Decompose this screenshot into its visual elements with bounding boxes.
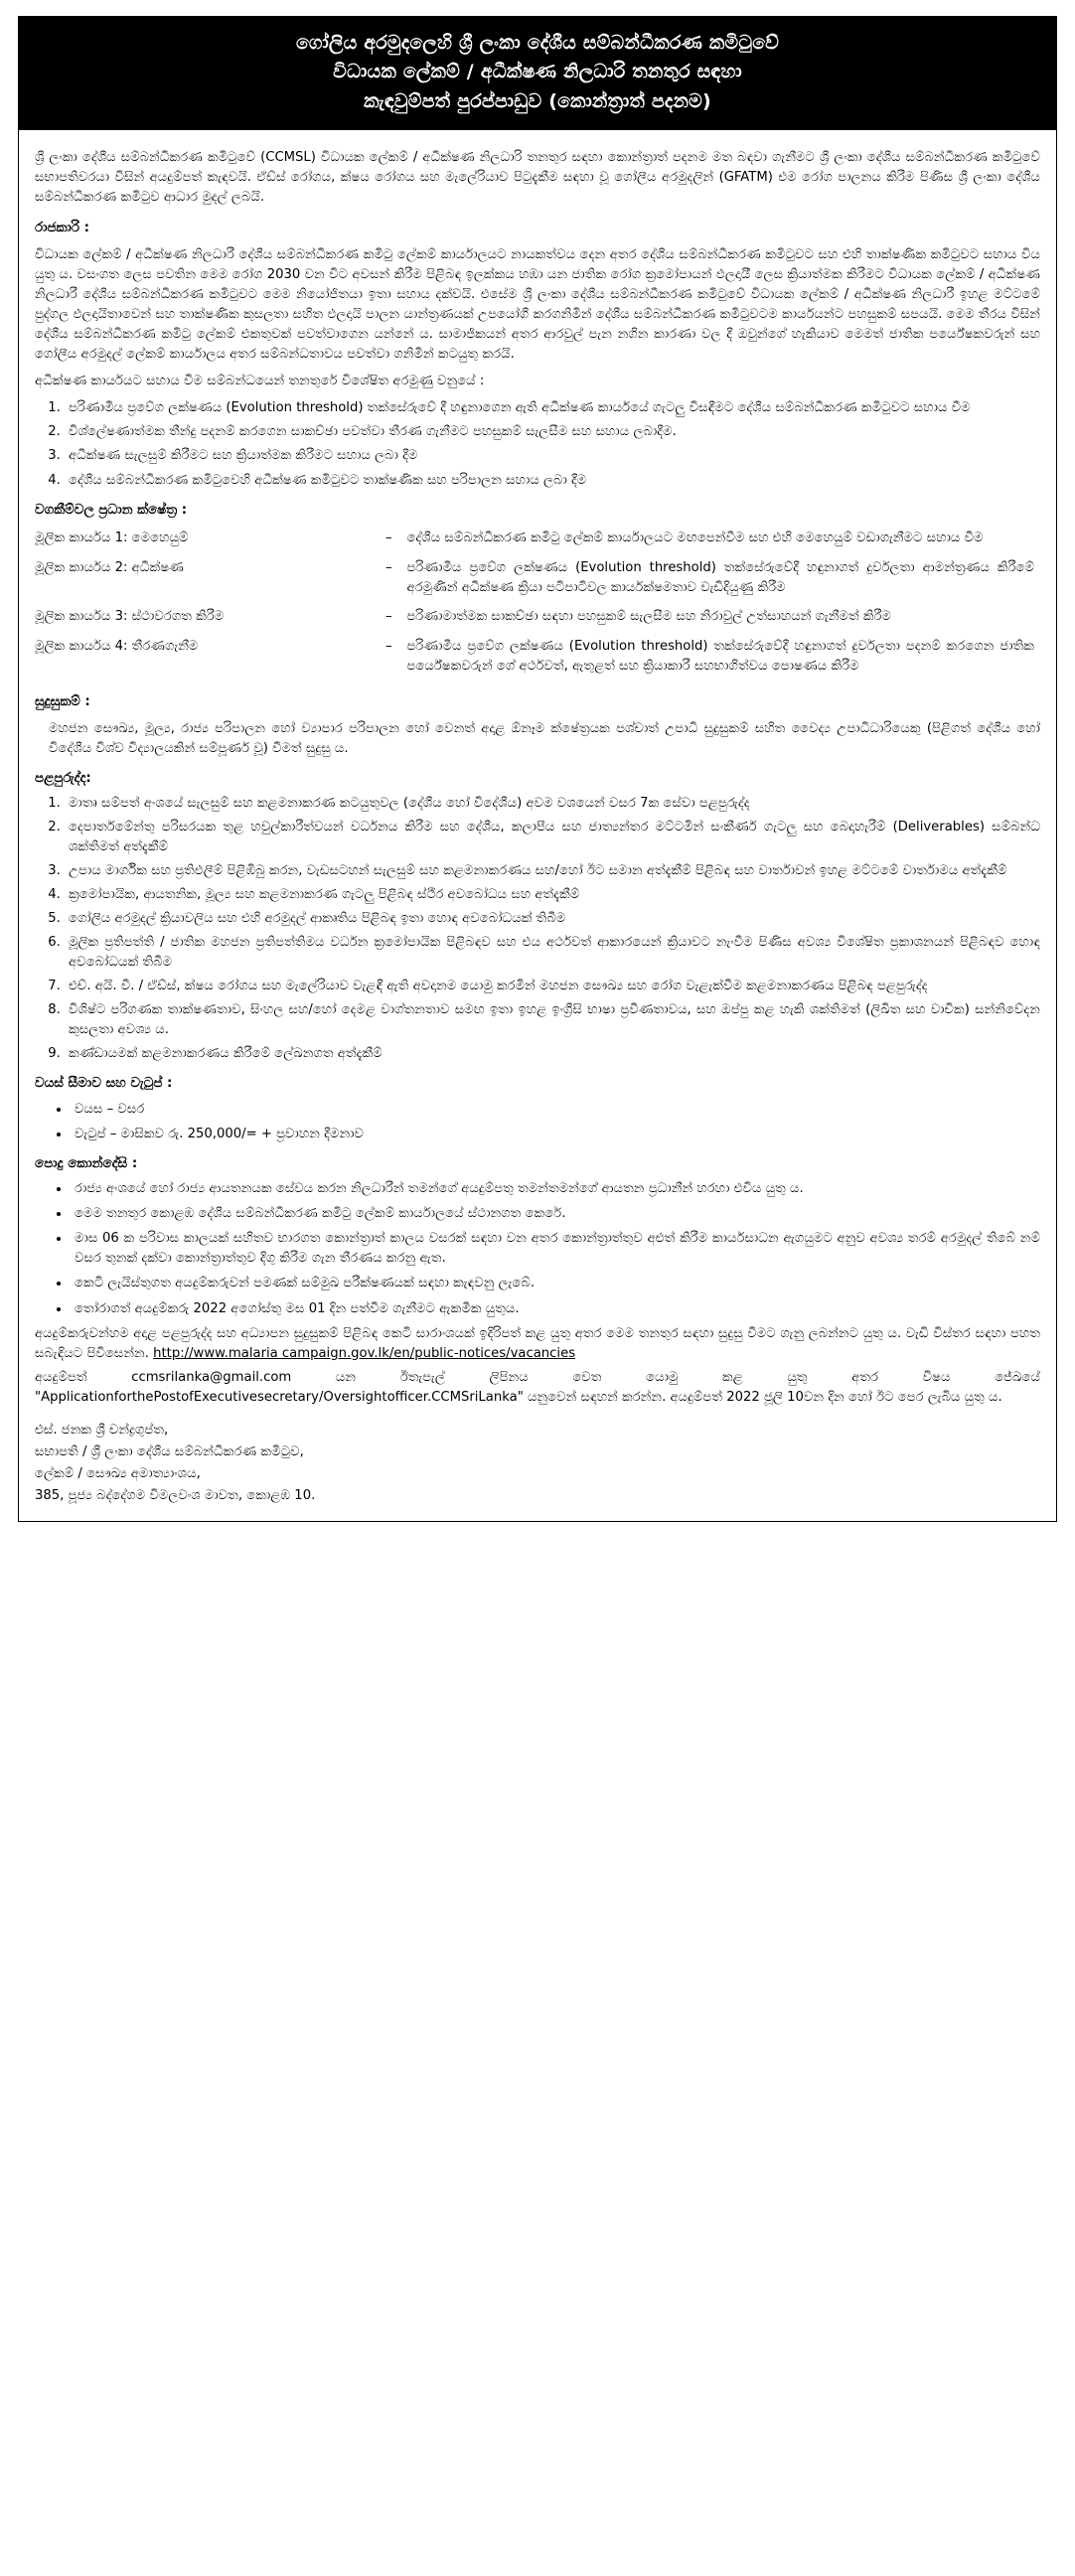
table-row [35, 633, 1040, 682]
general-conditions-heading: පොදු කොන්දේසි : [35, 1155, 138, 1171]
age-salary-item: • වැටුප් – මාසිකව රු. 250,000/= + ප්‍රවාහන දීමනාව [71, 1125, 1040, 1144]
general-conditions-list [35, 1179, 1040, 1318]
experience-heading: පළපුරුද්ද: [35, 771, 91, 787]
notice-frame [18, 16, 1057, 1522]
age-salary-heading: වයස් සීමාව සහ වැටුප් : [35, 1076, 173, 1092]
kra-label: මූලික කාර්යය 3: ස්ථාවරගත කිරීම [35, 609, 225, 625]
table-row [35, 603, 1040, 633]
vacancies-link[interactable]: http://www.malaria campaign.gov.lk/en/public-notices/vacancies [153, 1345, 576, 1361]
kra-dash: – [384, 609, 392, 625]
experience-list-item: 7. එච්. අයි. වී. / ඒඩ්ස්, ක්ෂය රෝගය සහ මැලේරියාව වැළඳී ඇති අවදානම යොමු කරමින් මහජන සෞඛ්‍ය සහ රෝග වැළැක්වීම කළමනාකරණය පිළිබඳ පළපුරුද්ද [65, 977, 1040, 996]
experience-list-item: 1. මාතෘ සම්පත් අංශයේ සැලසුම් සහ කළමනාකරණ කටයුතුවල (දේශීය හෝ විදේශීය) අවම වශයෙන් වසර 7ක සේවා පළපුරුද්ද [65, 794, 1040, 814]
signatory-title: සභාපති / ශ්‍රී ලංකා දේශීය සම්බන්ධීකරණ කමිටුව, [35, 1443, 304, 1459]
duties-paragraph-2: අධීක්ෂණ කාර්යයට සහාය වීම සම්බන්ධයෙන් තනතුරේ විශේෂිත අරමුණු වනුයේ : [35, 374, 485, 389]
kra-dash: – [384, 530, 392, 545]
age-salary-list [35, 1100, 1040, 1144]
general-conditions-item: • තෝරාගත් අයදුම්කරු 2022 අගෝස්තු මස 01 දින පත්වීම ගැනීමට ඇකමීක යුතුය. [71, 1299, 1040, 1319]
age-salary-item: • වයස – වසර [71, 1100, 1040, 1120]
general-conditions-item: • රාජ්‍ය අංශයේ හෝ රාජ්‍ය ආයතනයක සේවය කරන නිලධාරීන් තමන්ගේ අයදුම්පතු තමන්තමන්ගේ ආයතන ප්‍රධානීන් හරහා එවිය යුතු ය. [71, 1179, 1040, 1199]
header-line-1: ගෝලිය අරමුදලෙහි ශ්‍රී ලංකා දේශීය සම්බන්ධීකරණ කමිටුවේ [295, 32, 780, 54]
duties-list-item: 2. විශ්ලේෂණාත්මක තීන්දු පදනම් කරගෙන සාකච්ඡා පවත්වා තීරණ ගැනීමට පහසුකම් සැලසීම සහ සහාය ලබාදීම. [65, 422, 1040, 442]
notice-header [19, 17, 1056, 130]
table-row [35, 525, 1040, 554]
kra-heading: වගකීම්වල ප්‍රධාන ක්ෂේත්‍ර : [35, 502, 188, 518]
experience-list-item: 2. දෙපාර්තමේන්තු පරිසරයක තුළ හවුල්කාරීත්වයන් වර්ධනය කිරීම සහ දේශීය, කලාපීය සහ ජාත්‍යන්තර මට්ටමින් සංකීර්ණ ගැටලු සහ බෙදාහැරීම් (Deliverables) සම්බන්ධ ශක්තිමත් අත්දැකීම් [65, 818, 1040, 857]
experience-list [35, 794, 1040, 1065]
signature-block [35, 1420, 1040, 1507]
kra-description: පරිණාමීය ප්‍රවේග ලක්ෂණය (Evolution threshold) තක්සේරුවේදී හඳුනාගත් දුර්වලතා ආමන්ත්‍රණය කිරීමේ අරමුණින් අධීක්ෂණ ක්‍රියා පටිපාටිවල කාර්යක්ෂමතාව වැඩිදියුණු කිරීම [406, 559, 1034, 595]
duties-list [35, 398, 1040, 490]
experience-list-item: 8. විශිෂ්ට පරිගණක තාක්ෂණතාව, සිංහල සහ/හෝ දෙමළ වාග්තනතාව සමඟ ඉතා ඉහළ ඉංග්‍රීසි භාෂා ප්‍රවීණතාවය, සහ ඔප්පු කළ හැකි ශක්තිමත් (ලිඛිත සහ වාචික) සන්නිවේදන කුසලතා අවශ්‍ය ය. [65, 1000, 1040, 1040]
table-row [35, 554, 1040, 604]
duties-heading: රාජකාරි : [35, 220, 89, 235]
signatory-address: 385, පූජ්‍ය බද්දේගම විමලවංශ මාවත, කොළඹ 10. [35, 1488, 316, 1504]
duties-list-item: 1. පරිණාමීය ප්‍රවේග ලක්ෂණය (Evolution threshold) තක්සේරුවේ දී හඳුනාගෙන ඇති අධීක්ෂණ කාර්යයේ ගැටලු විසඳීමට දේශීය සම්බන්ධීකරණ කමිටුවට සහාය වීම [65, 398, 1040, 418]
experience-list-item: 6. මූලික ප්‍රතිපත්ති / ජාතික මහජන ප්‍රතිපත්තිමය වර්ධන ක්‍රමෝපායික පිළිබඳව සහ එය අර්ථවත් ආකාරයෙන් ක්‍රියාවට නැංවීම පිණිස අවශ්‍ය විශේෂිත ප්‍රකාශනයන් පිළිබඳව හොඳ අවබෝධයක් තිබීම [65, 933, 1040, 973]
duties-list-item: 4. දේශීය සම්බන්ධීකරණ කමිටුවෙහි අධීක්ෂණ කමිටුවට තාක්ෂණික සහ පරිපාලන සහාය ලබා දීම [65, 471, 1040, 491]
notice-body [19, 130, 1056, 1506]
header-line-3: කැඳවුම්පත් පුරප්පාඩුව (කොන්ත්‍රාත් පදනම) [364, 89, 711, 112]
kra-label: මූලික කාර්යය 2: අධීක්ෂණ [35, 559, 184, 575]
header-line-2: විධායක ලේකම් / අධීක්ෂණ නිලධාරි තනතුර සඳහා [333, 61, 742, 83]
how-to-apply-text: අයදුම්කරුවන්හම අදාළ පළපුරුද්ද සහ අධ්‍යාපන සුදුසුකම් පිළිබඳ කෙටි සාරාංශයක් ඉදිරිපත් කළ යුතු අතර මෙම තනතුර සඳහා සුදුසු වීමට ගැනු ලබන්නට යුතු ය. වැඩි විස්තර සඳහා පහත සබැඳියට පිවිසෙන්න. [35, 1325, 1040, 1361]
kra-label: මූලික කාර්යය 4: තීරණගැනීම [35, 639, 199, 655]
kra-table [35, 525, 1040, 682]
intro-paragraph: ශ්‍රී ලංකා දේශීය සම්බන්ධීකරණ කමිටුවේ (CCMSL) විධායක ලේකම් / අධීක්ෂණ නිලධාරි තනතුර සඳහා කොන්ත්‍රාත් පදනම මත බඳවා ගැනීමට ශ්‍රී ලංකා දේශීය සම්බන්ධීකරණ කමිටුවේ සභාපතිවරයා විසින් අයදුම්පත් කැඳවයි. ඒඩ්ස් රෝගය, ක්ෂය රෝගය සහ මැලේරියාව පිටුදැකීම සඳහා වූ ගෝලීය අරමුදලින් (GFATM) එම රෝග පාලනය කිරීම පිණිස ශ්‍රී ලංකා දේශීය සම්බන්ධීකරණ කමිටුව ආධාර මුදල් ලබයි. [35, 150, 1040, 206]
general-conditions-item: • මාස 06 ක පරිවාස කාලයක් සහිතව භාරගත කොන්ත්‍රාත් කාලය වසරක් සඳහා වන අතර කොන්ත්‍රාත්තුව අළුත් කිරීම කාර්යසාධන ඇගයුමට අනුව අවශ්‍ය තරම් අරමුදල් තිබේ නම් වසර තුනක් දක්වා කොන්ත්‍රාත්තුව දිගු කිරීම ගැන තීරණය කරනු ඇත. [71, 1229, 1040, 1269]
signatory-ministry: ලේකම් / සෞඛ්‍ය අමාත්‍යාංශය, [35, 1466, 201, 1482]
general-conditions-item: • මෙම තනතුර කොළඹ දේශීය සම්බන්ධීකරණ කමිටු ලේකම් කාර්යාලයේ ස්ථානගත කෙරේ. [71, 1204, 1040, 1224]
how-to-apply-paragraph [35, 1324, 1040, 1364]
kra-dash: – [384, 639, 392, 655]
experience-list-item: 9. කණ්ඩායමක් කළමනාකරණය කිරීමේ ලේඛනගත අත්දැකීම් [65, 1044, 1040, 1064]
general-conditions-item: • කෙටි ලැයිස්තුගත අයදුම්කරුවන් පමණක් සම්මුඛ පරීක්ෂණයක් සඳහා කැඳවනු ලැබේ. [71, 1274, 1040, 1293]
kra-description: පරිණාමාත්මක සාකච්ඡා සඳහා පහසුකම් සැලසීම සහ නිරාවුල් උත්සාහයන් ගැනීමත් කිරීම [406, 609, 892, 625]
experience-list-item: 4. ක්‍රමෝපායික, ආයතනික, මූල්‍ය සහ කළමනාකරණ ගැටලු පිළිබඳ ස්ථීර අවබෝධය සහ අත්දැකීම් [65, 885, 1040, 905]
kra-label: මූලික කාර්යය 1: මෙහෙයුම් [35, 530, 189, 545]
qualification-text: මහජන සෞඛ්‍ය, මූල්‍ය, රාජ්‍ය පරිපාලන හෝ ව්‍යාපාර පරිපාලන හෝ වෙනත් අදාළ ඕනෑම ක්ෂේත්‍රයක පශ්චාත් උපාධි සුදුසුකම් සහිත වෛද්‍ය උපාධිධාරියෙකු (පිළිගත් දේශීය හෝ විදේශීය විශ්ව විද්‍යාලයකින් සම්පූර්ණ වූ) වීමත් සුදුසු ය. [49, 721, 1040, 757]
email-instructions-paragraph: අයදුම්පත් ccmsrilanka@gmail.com යන ඊතැපැල් ලිපිනය වෙත යොමු කළ යුතු අතර විෂය ජේඛයේ "ApplicationforthePostofExecutivesecretary/Oversightofficer.CCMSriLanka" යනුවෙන් සඳහන් කරන්න. අයදුම්පත් 2022 ජූලි 10වන දින හෝ ඊට පෙර ලැබිය යුතු ය. [35, 1369, 1040, 1405]
experience-list-item: 5. ගෝලීය අරමුදල් ක්‍රියාවලිය සහ එහි අරමුදල් ආකෘතිය පිළිබඳ ඉතා හොඳ අවබෝධයක් තිබීම [65, 909, 1040, 929]
kra-dash: – [384, 559, 392, 575]
kra-description: දේශීය සම්බන්ධීකරණ කමිටු ලේකම් කාර්යාලයට මඟපෙන්වීම සහ එහි මෙහෙයුම් වඩාගැනීමට සහාය වීම [406, 530, 984, 545]
duties-paragraph-1: විධායක ලේකම් / අධීක්ෂණ නිලධාරී දේශීය සම්බන්ධීකරණ කමිටු ලේකම් කාර්යාලයට නායකත්වය දෙන අතර දේශීය සම්බන්ධීකරණ කමිටුවට සහ එහි තාක්ෂණික කමිටුවට සහාය විය යුතු ය. වසංගත ලෙස පවතින මෙම රෝග 2030 වන විට අවසන් කිරීම පිළිබඳ ඉලක්කය හඹා යන ජාතික රෝග ක්‍රමෝපායන් ඵලදායී ලෙස ක්‍රියාත්මක කිරීමට විධායක ලේකම් / අධීක්ෂණ නිලධාරී දේශීය සම්බන්ධීකරණ කමිටුවට මෙම නියෝජිතයා ඉතා සහාය දක්වයි. එසේම ශ්‍රී ලංකා දේශීය සම්බන්ධීකරණ කමිටුවේ විධායක ලේකම් / අධීක්ෂණ නිලධාරී ඉහළ මට්ටමේ පුද්ගල ඵලදායිතාවෙන් සහ තාක්ෂණික කුසලතා සහිත ඵලදායි පාලන යාන්ත්‍රණයක් උපයෝගී කරගනිමින් දේශීය සම්බන්ධීකරණ කමිටුවටම කාර්යයන්ට පහසුකම් සපයයි. මෙම තීරය විසින් දේශීය සම්බන්ධීකරණ කමිටු ලේකම් එකතුවක් පවත්වාගෙන යන්නේ ය. සාමාජිකයන් අතර ආරවුල් පැන නගින කාරණා වල දී ඔවුන්ගේ හැකියාව මෙමත් ජාතික පර්යේෂකවරුන් සහ ගෝලීය අරමුදල් ලේකම් කාර්යාලය අතර සම්බන්ධතාවය පවත්වා ගනිමින් කටයුතු කරයි. [35, 246, 1041, 363]
experience-list-item: 3. උපාය මාර්ගික සහ ප්‍රතිඵලීම් පිළිඹිබු කරන, වැඩසටහන් සැලසුම් සහ කළමනාකරණය සහ/හෝ ඊට සමාන අත්දැකීම් පිළිබඳ සහ වාර්තාවන් ඉහළ මට්ටමේ වාර්තාමය අත්දැකීම් [65, 861, 1040, 881]
signatory-name: එස්. ජනක ශ්‍රී චන්ද්‍රගුප්ත, [35, 1422, 169, 1438]
qualification-heading: සුදුසුකම් : [35, 693, 90, 709]
kra-description: පරිණාමීය ප්‍රවේග ලක්ෂණය (Evolution threshold) තක්සේරුවේදී හඳුනාගත් දුර්වලතා පදනම් කරගෙන ජාතික පර්යේෂකවරුන් ගේ අර්ථවත්, ඇතුළත් සහ ක්‍රියාකාරී සහභාගිත්වය පොෂණය කිරීම [406, 639, 1034, 674]
duties-list-item: 3. අධීක්ෂණ සැලසුම් කිරීමට සහ ක්‍රියාත්මක කිරීමට සහාය ලබා දීම [65, 446, 1040, 466]
